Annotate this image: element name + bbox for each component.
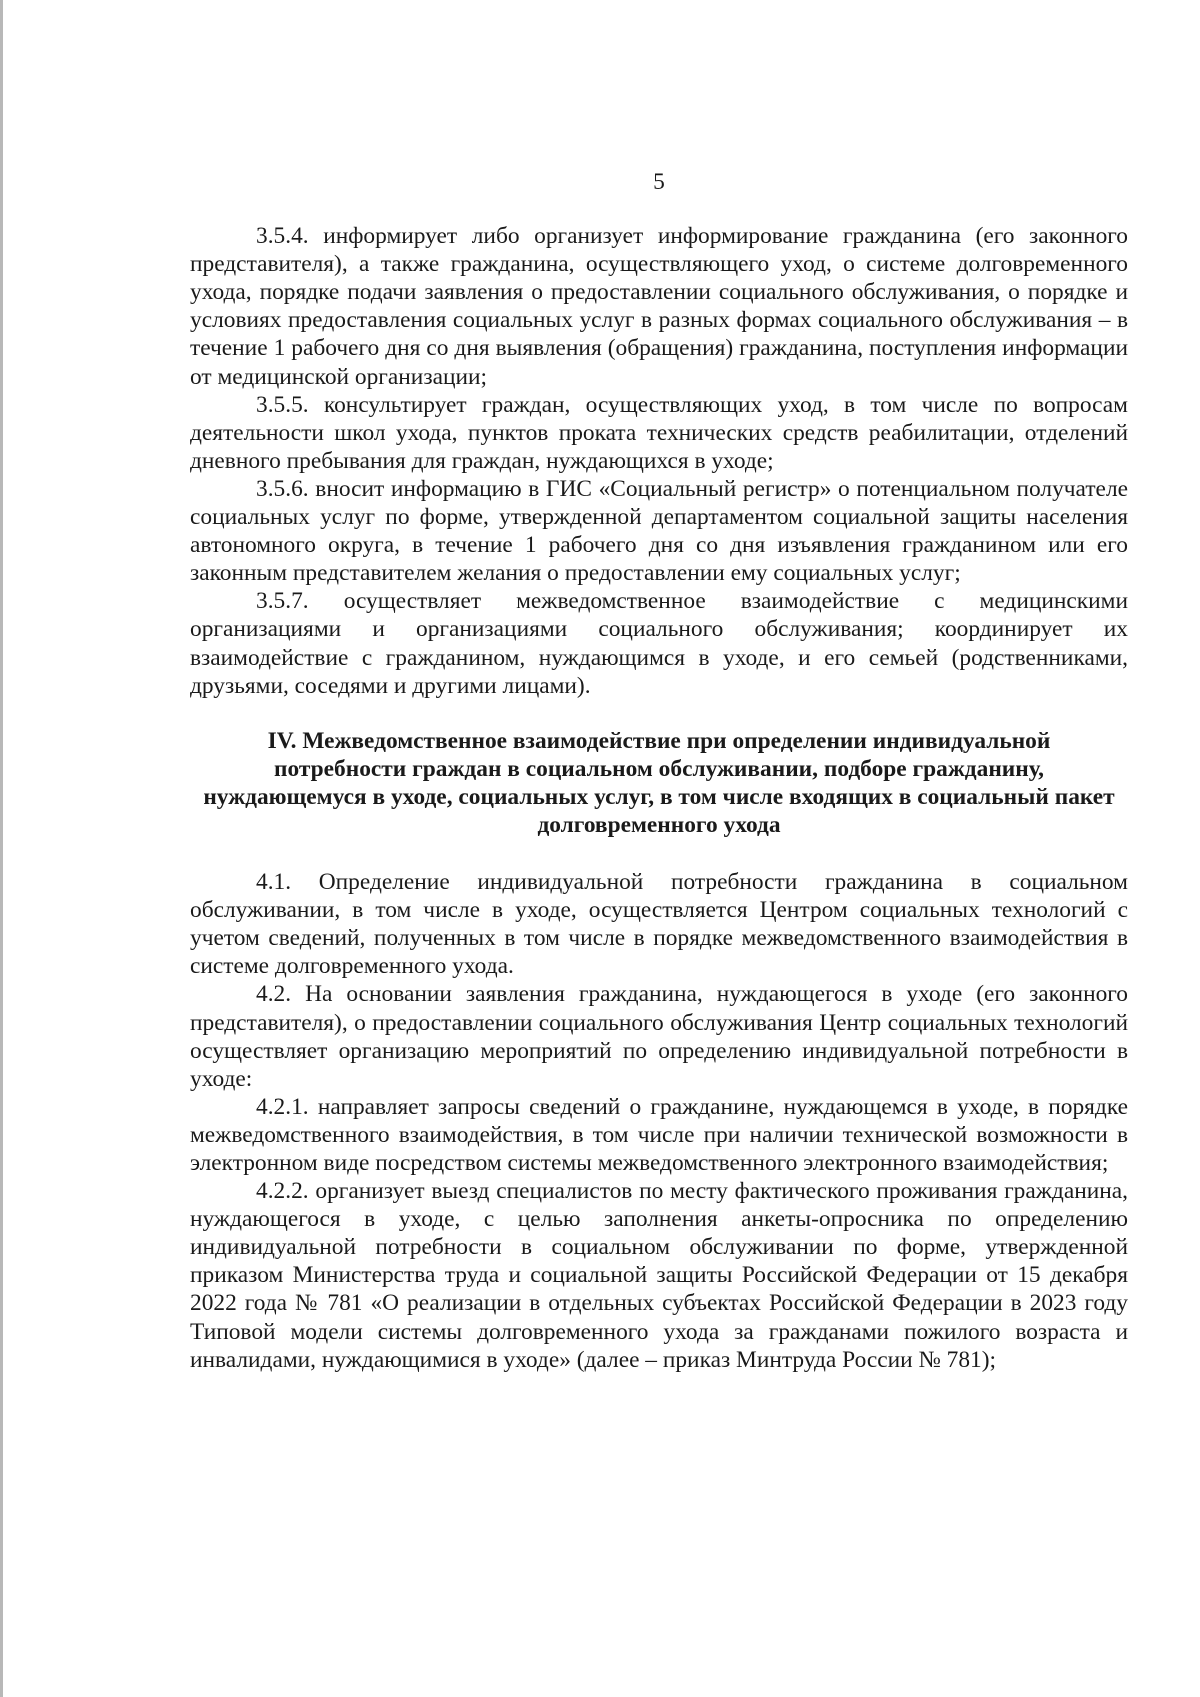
paragraph-3-5-4 (190, 222, 1128, 391)
item-text: осуществляет межведомственное взаимодействие с медицинскими организациями и организациями социального обслуживания; координирует их взаимодействие с гражданином, нуждающимся в уходе, и его семьей (родственниками, друзьями, соседями и другими лицами). (190, 588, 1128, 699)
item-number: 3.5.7. (256, 588, 309, 615)
page-number: 5 (653, 169, 665, 195)
item-number: 3.5.6. (256, 475, 309, 502)
item-text: консультирует граждан, осуществляющих уход, в том числе по вопросам деятельности школ ухода, пунктов проката технических средств реабилитации, отделений дневного пребывания для граждан, нуждающихся в уходе; (190, 391, 1128, 474)
paragraph-4-1 (190, 868, 1128, 980)
item-text: организует выезд специалистов по месту фактического проживания гражданина, нуждающегося в уходе, с целью заполнения анкеты-опросника по определению индивидуальной потребности в социальном обслуживании по форме, утвержденной приказом Министерства труда и социальной защиты Российской Федерации от 15 декабря 2022 года № 781 «О реализации в отдельных субъектах Российской Федерации в 2023 году Типовой модели системы долговременного ухода за гражданами пожилого возраста и инвалидами, нуждающимися в уходе» (далее – приказ Минтруда России № 781); (190, 1178, 1128, 1373)
item-number: 4.2.2. (256, 1178, 309, 1205)
item-number: 4.1. (256, 869, 292, 896)
item-text: направляет запросы сведений о гражданине, нуждающемся в уходе, в порядке межведомственного взаимодействия, в том числе при наличии технической возможности в электронном виде посредством системы межведомственного электронного взаимодействия; (190, 1093, 1128, 1176)
item-number: 3.5.5. (256, 391, 309, 418)
item-text: Определение индивидуальной потребности гражданина в социальном обслуживании, в том числе в уходе, осуществляется Центром социальных технологий с учетом сведений, полученных в том числе в порядке межведомственного взаимодействия в системе долговременного ухода. (190, 869, 1128, 980)
item-text: вносит информацию в ГИС «Социальный регистр» о потенциальном получателе социальных услуг по форме, утвержденной департаментом социальной защиты населения автономного округа, в течение 1 рабочего дня со дня изъявления гражданином или его законным представителем желания о предоставлении ему социальных услуг; (190, 475, 1128, 587)
paragraph-3-5-7 (190, 587, 1128, 699)
page-left-edge (0, 0, 3, 1697)
paragraph-3-5-5 (190, 391, 1128, 475)
section-heading: IV. Межведомственное взаимодействие при определении индивидуальной потребности граждан в социальном обслуживании, подборе гражданину, нуждающемуся в уходе, социальных услуг, в том числе входящих в социальный пакет долговременного ухода (203, 727, 1115, 838)
paragraph-4-2-2 (190, 1177, 1128, 1374)
document-body (190, 168, 1128, 1374)
paragraph-4-2 (190, 980, 1128, 1092)
item-text: информирует либо организует информирование гражданина (его законного представителя), а также гражданина, осуществляющего уход, о системе долговременного ухода, порядке подачи заявления о предоставлении социального обслуживания, о порядке и условиях предоставления социальных услуг в разных формах социального обслуживания – в течение 1 рабочего дня со дня выявления (обращения) гражданина, поступления информации от медицинской организации; (190, 223, 1128, 390)
paragraph-4-2-1 (190, 1093, 1128, 1177)
item-number: 4.2.1. (256, 1093, 309, 1120)
paragraph-3-5-6 (190, 475, 1128, 587)
item-text: На основании заявления гражданина, нуждающегося в уходе (его законного представителя), о предоставлении социального обслуживания Центр социальных технологий осуществляет организацию мероприятий по определению индивидуальной потребности в уходе: (190, 981, 1128, 1092)
item-number: 4.2. (256, 981, 292, 1008)
item-number: 3.5.4. (256, 223, 309, 250)
